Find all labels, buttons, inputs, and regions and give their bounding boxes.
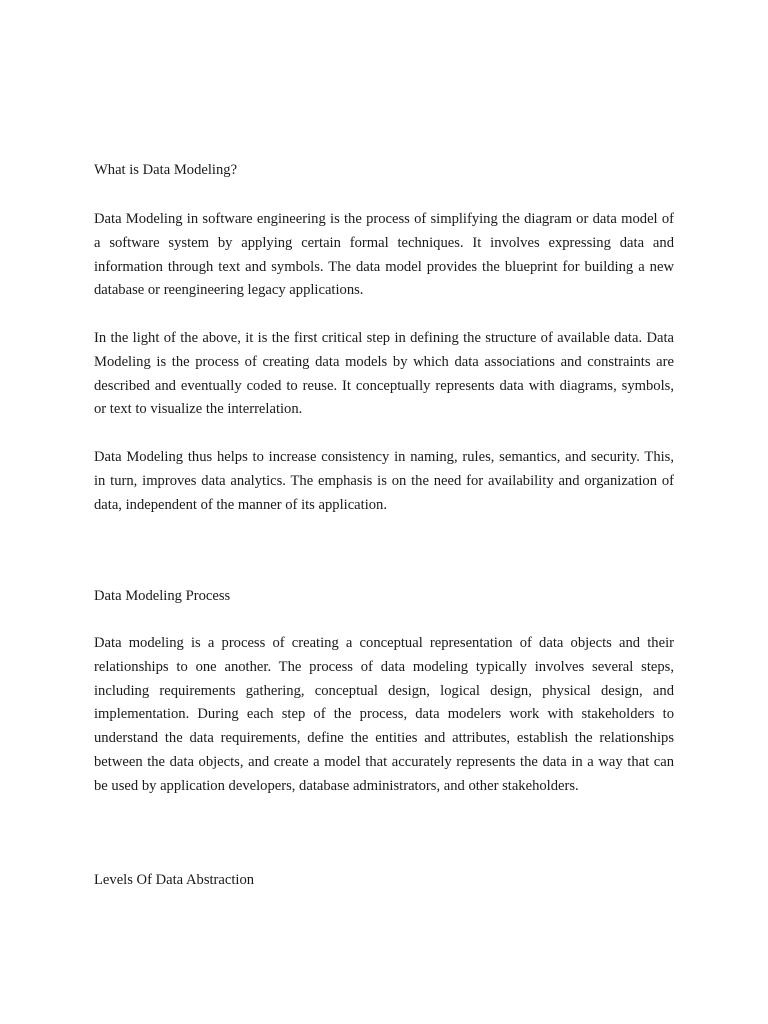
paragraph: In the light of the above, it is the first critical step in defining the structure of available data. Data Modeling is the process of creating data models by which data associations and constraints are described and eventually coded to reuse. It conceptually represents data with diagrams, symbols, or text to visualize the interrelation. [94,330,674,418]
paragraph: Data Modeling thus helps to increase consistency in naming, rules, semantics, and security. This, in turn, improves data analytics. The emphasis is on the need for availability and organization of data, independent of the manner of its application. [94,449,674,513]
paragraph: Data modeling is a process of creating a conceptual representation of data objects and their relationships to one another. The process of data modeling typically involves several steps, including requirements gathering, conceptual design, logical design, physical design, and implementation. During each step of the process, data modelers work with stakeholders to understand the data requirements, define the entities and attributes, establish the relationships between the data objects, and create a model that accurately represents the data in a way that can be used by application developers, database administrators, and other stakeholders. [94,635,674,794]
section-heading-levels-of-data-abstraction: Levels Of Data Abstraction [94,872,255,888]
paragraph: Data Modeling in software engineering is the process of simplifying the diagram or data model of a software system by applying certain formal techniques. It involves expressing data and information through text and symbols. The data model provides the blueprint for building a new database or reengineering legacy applications. [94,211,674,299]
section-heading-what-is-data-modeling: What is Data Modeling? [94,162,238,178]
section-heading-data-modeling-process: Data Modeling Process [94,588,231,604]
